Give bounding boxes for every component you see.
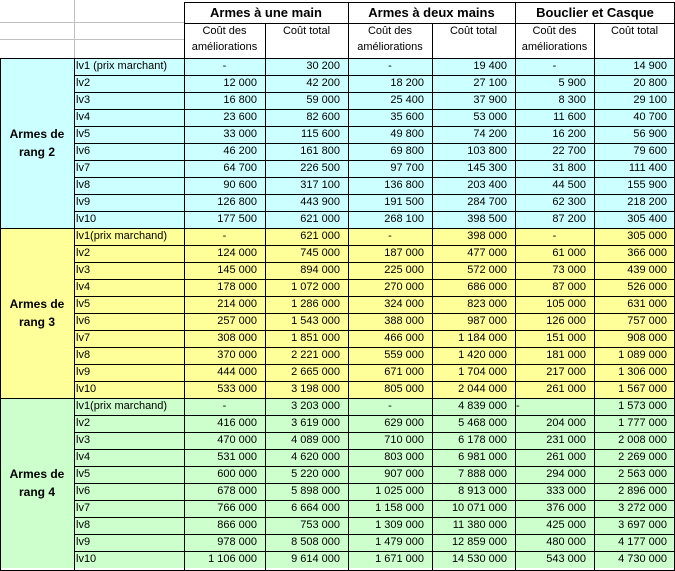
- value-cell[interactable]: 105 000: [515, 296, 594, 313]
- grid-line: [74, 381, 675, 382]
- grid-line: [432, 23, 433, 571]
- value-cell[interactable]: 218 200: [594, 194, 675, 211]
- value-cell[interactable]: 1 671 000: [348, 551, 432, 568]
- value-cell[interactable]: 4 089 000: [265, 432, 348, 449]
- value-cell[interactable]: 40 700: [594, 109, 675, 126]
- value-cell[interactable]: 600 000: [184, 466, 265, 483]
- value-cell[interactable]: 370 000: [184, 347, 265, 364]
- value-cell[interactable]: 46 200: [184, 143, 265, 160]
- value-cell[interactable]: 710 000: [348, 432, 432, 449]
- value-cell[interactable]: -: [348, 58, 432, 75]
- value-cell[interactable]: 1 573 000: [594, 398, 675, 415]
- value-cell[interactable]: 305 000: [594, 228, 675, 245]
- level-cell[interactable]: lv10: [74, 211, 184, 228]
- grid-line: [74, 194, 675, 195]
- value-cell[interactable]: 621 000: [265, 211, 348, 228]
- value-cell[interactable]: 1 089 000: [594, 347, 675, 364]
- level-cell[interactable]: lv1(prix marchand): [74, 228, 184, 245]
- value-cell[interactable]: 416 000: [184, 415, 265, 432]
- subheader-total-cost[interactable]: Coût total: [449, 25, 498, 37]
- value-cell[interactable]: 12 000: [184, 75, 265, 92]
- value-cell[interactable]: 42 200: [265, 75, 348, 92]
- value-cell[interactable]: 678 000: [184, 483, 265, 500]
- value-cell[interactable]: 1 704 000: [432, 364, 515, 381]
- value-cell[interactable]: 14 530 000: [432, 551, 515, 568]
- value-cell[interactable]: 231 000: [515, 432, 594, 449]
- value-cell[interactable]: 866 000: [184, 517, 265, 534]
- value-cell[interactable]: 533 000: [184, 381, 265, 398]
- value-cell[interactable]: 2 221 000: [265, 347, 348, 364]
- value-cell[interactable]: 753 000: [265, 517, 348, 534]
- level-cell[interactable]: lv6: [74, 313, 184, 330]
- value-cell[interactable]: 572 000: [432, 262, 515, 279]
- grid-line: [74, 449, 675, 450]
- value-cell[interactable]: 1 309 000: [348, 517, 432, 534]
- value-cell[interactable]: 6 664 000: [265, 500, 348, 517]
- value-cell[interactable]: -: [348, 228, 432, 245]
- grid-line: [74, 126, 675, 127]
- value-cell[interactable]: 333 000: [515, 483, 594, 500]
- grid-line: [74, 500, 675, 501]
- value-cell[interactable]: -: [515, 58, 594, 75]
- value-cell[interactable]: 6 178 000: [432, 432, 515, 449]
- value-cell[interactable]: 8 300: [515, 92, 594, 109]
- grid-line: [74, 364, 675, 365]
- value-cell[interactable]: 531 000: [184, 449, 265, 466]
- value-cell[interactable]: 1 479 000: [348, 534, 432, 551]
- level-cell[interactable]: lv7: [74, 500, 184, 517]
- grid-line: [74, 466, 675, 467]
- subheader-upgrade-cost-line2[interactable]: améliorations: [191, 41, 258, 53]
- grid-line: [74, 415, 675, 416]
- value-cell[interactable]: 22 700: [515, 143, 594, 160]
- level-cell[interactable]: lv9: [74, 194, 184, 211]
- grid-line: [74, 58, 75, 571]
- value-cell[interactable]: 1 286 000: [265, 296, 348, 313]
- level-cell[interactable]: lv9: [74, 534, 184, 551]
- value-cell[interactable]: 87 000: [515, 279, 594, 296]
- grid-line: [0, 228, 675, 229]
- level-cell[interactable]: lv1 (prix marchant): [74, 58, 184, 75]
- value-cell[interactable]: -: [348, 398, 432, 415]
- value-cell[interactable]: 398 000: [432, 228, 515, 245]
- grid-line: [74, 347, 675, 348]
- value-cell[interactable]: 8 913 000: [432, 483, 515, 500]
- value-cell[interactable]: 261 000: [515, 449, 594, 466]
- value-cell[interactable]: 268 100: [348, 211, 432, 228]
- value-cell[interactable]: 73 000: [515, 262, 594, 279]
- grid-line: [74, 245, 675, 246]
- value-cell[interactable]: 62 300: [515, 194, 594, 211]
- value-cell[interactable]: 56 900: [594, 126, 675, 143]
- rank-label-text: [10, 465, 65, 501]
- value-cell[interactable]: 4 177 000: [594, 534, 675, 551]
- value-cell[interactable]: 31 800: [515, 160, 594, 177]
- rank-label-line: rang 3: [18, 315, 55, 329]
- value-cell[interactable]: 155 900: [594, 177, 675, 194]
- value-cell[interactable]: 294 000: [515, 466, 594, 483]
- grid-line: [74, 262, 675, 263]
- value-cell[interactable]: 2 896 000: [594, 483, 675, 500]
- rank-label-line: Armes de: [9, 127, 65, 141]
- value-cell[interactable]: 8 508 000: [265, 534, 348, 551]
- value-cell[interactable]: 2 563 000: [594, 466, 675, 483]
- value-cell[interactable]: 2 008 000: [594, 432, 675, 449]
- value-cell[interactable]: 37 900: [432, 92, 515, 109]
- level-cell[interactable]: lv10: [74, 381, 184, 398]
- value-cell[interactable]: 324 000: [348, 296, 432, 313]
- value-cell[interactable]: 90 600: [184, 177, 265, 194]
- value-cell[interactable]: 805 000: [348, 381, 432, 398]
- subheader-total-cost[interactable]: Coût total: [282, 25, 331, 37]
- value-cell[interactable]: 376 000: [515, 500, 594, 517]
- value-cell[interactable]: 5 220 000: [265, 466, 348, 483]
- value-cell[interactable]: 79 600: [594, 143, 675, 160]
- value-cell[interactable]: 136 800: [348, 177, 432, 194]
- value-cell[interactable]: 766 000: [184, 500, 265, 517]
- header-one-hand[interactable]: Armes à une main: [210, 5, 322, 20]
- value-cell[interactable]: 317 100: [265, 177, 348, 194]
- value-cell[interactable]: 5 468 000: [432, 415, 515, 432]
- value-cell[interactable]: 187 000: [348, 245, 432, 262]
- grid-line: [74, 313, 675, 314]
- level-cell[interactable]: lv4: [74, 279, 184, 296]
- value-cell[interactable]: 559 000: [348, 347, 432, 364]
- value-cell[interactable]: 20 800: [594, 75, 675, 92]
- subheader-upgrade-cost-line2[interactable]: améliorations: [521, 41, 588, 53]
- grid-line: [74, 211, 675, 212]
- value-cell[interactable]: 191 500: [348, 194, 432, 211]
- value-cell[interactable]: 151 000: [515, 330, 594, 347]
- level-cell[interactable]: lv8: [74, 517, 184, 534]
- value-cell[interactable]: -: [184, 58, 265, 75]
- grid-line: [0, 58, 675, 59]
- value-cell[interactable]: 33 000: [184, 126, 265, 143]
- value-cell[interactable]: 1 072 000: [265, 279, 348, 296]
- level-cell[interactable]: lv10: [74, 551, 184, 568]
- rank-label-line: rang 4: [18, 485, 55, 499]
- value-cell[interactable]: 526 000: [594, 279, 675, 296]
- value-cell[interactable]: 82 600: [265, 109, 348, 126]
- value-cell[interactable]: 87 200: [515, 211, 594, 228]
- value-cell[interactable]: 1 567 000: [594, 381, 675, 398]
- value-cell[interactable]: 27 100: [432, 75, 515, 92]
- rank-label-line: Armes de: [9, 467, 65, 481]
- grid-line: [74, 109, 675, 110]
- value-cell[interactable]: 5 898 000: [265, 483, 348, 500]
- value-cell[interactable]: 823 000: [432, 296, 515, 313]
- value-cell[interactable]: 2 269 000: [594, 449, 675, 466]
- value-cell[interactable]: 425 000: [515, 517, 594, 534]
- level-cell[interactable]: lv7: [74, 160, 184, 177]
- value-cell[interactable]: -: [184, 228, 265, 245]
- value-cell[interactable]: 7 888 000: [432, 466, 515, 483]
- value-cell[interactable]: 543 000: [515, 551, 594, 568]
- value-cell[interactable]: 16 800: [184, 92, 265, 109]
- rank-label[interactable]: [0, 398, 74, 568]
- value-cell[interactable]: 44 500: [515, 177, 594, 194]
- value-cell[interactable]: 69 800: [348, 143, 432, 160]
- value-cell[interactable]: 35 600: [348, 109, 432, 126]
- subheader-upgrade-cost-line1[interactable]: Coût des: [202, 25, 247, 37]
- value-cell[interactable]: 1 306 000: [594, 364, 675, 381]
- value-cell[interactable]: 3 272 000: [594, 500, 675, 517]
- level-cell[interactable]: lv6: [74, 483, 184, 500]
- value-cell[interactable]: 161 800: [265, 143, 348, 160]
- rank-label[interactable]: [0, 58, 74, 228]
- value-cell[interactable]: 25 400: [348, 92, 432, 109]
- rank-label[interactable]: [0, 228, 74, 398]
- value-cell[interactable]: 308 000: [184, 330, 265, 347]
- value-cell[interactable]: 3 697 000: [594, 517, 675, 534]
- value-cell[interactable]: 181 000: [515, 347, 594, 364]
- value-cell[interactable]: 270 000: [348, 279, 432, 296]
- value-cell[interactable]: 226 500: [265, 160, 348, 177]
- value-cell[interactable]: 1 777 000: [594, 415, 675, 432]
- value-cell[interactable]: 803 000: [348, 449, 432, 466]
- level-cell[interactable]: lv8: [74, 347, 184, 364]
- level-cell[interactable]: lv7: [74, 330, 184, 347]
- level-cell[interactable]: lv3: [74, 432, 184, 449]
- grid-line: [74, 92, 675, 93]
- value-cell[interactable]: 2 044 000: [432, 381, 515, 398]
- grid-line: [74, 0, 75, 58]
- level-cell[interactable]: lv2: [74, 245, 184, 262]
- value-cell[interactable]: 631 000: [594, 296, 675, 313]
- value-cell[interactable]: 177 500: [184, 211, 265, 228]
- value-cell[interactable]: 9 614 000: [265, 551, 348, 568]
- value-cell[interactable]: 3 619 000: [265, 415, 348, 432]
- value-cell[interactable]: 443 900: [265, 194, 348, 211]
- value-cell[interactable]: 621 000: [265, 228, 348, 245]
- value-cell[interactable]: 12 859 000: [432, 534, 515, 551]
- value-cell[interactable]: 145 000: [184, 262, 265, 279]
- grid-line: [74, 330, 675, 331]
- value-cell[interactable]: 1 184 000: [432, 330, 515, 347]
- grid-line: [74, 534, 675, 535]
- value-cell[interactable]: 74 200: [432, 126, 515, 143]
- value-cell[interactable]: 11 600: [515, 109, 594, 126]
- value-cell[interactable]: 2 665 000: [265, 364, 348, 381]
- value-cell[interactable]: 261 000: [515, 381, 594, 398]
- grid-line: [515, 2, 516, 571]
- value-cell[interactable]: 18 200: [348, 75, 432, 92]
- grid-line: [74, 177, 675, 178]
- grid-line: [74, 517, 675, 518]
- value-cell[interactable]: 61 000: [515, 245, 594, 262]
- header-two-hand[interactable]: Armes à deux mains: [368, 5, 495, 20]
- value-cell[interactable]: 23 600: [184, 109, 265, 126]
- value-cell[interactable]: 907 000: [348, 466, 432, 483]
- grid-line: [74, 75, 675, 76]
- grid-line: [74, 551, 675, 552]
- value-cell[interactable]: 987 000: [432, 313, 515, 330]
- grid-line: [74, 296, 675, 297]
- header-shield-helmet[interactable]: Bouclier et Casque: [536, 5, 654, 20]
- value-cell[interactable]: 686 000: [432, 279, 515, 296]
- grid-line: [0, 398, 675, 399]
- value-cell[interactable]: 111 400: [594, 160, 675, 177]
- grid-line: [74, 432, 675, 433]
- level-cell[interactable]: lv3: [74, 262, 184, 279]
- value-cell[interactable]: 217 000: [515, 364, 594, 381]
- value-cell[interactable]: 145 300: [432, 160, 515, 177]
- value-cell[interactable]: 204 000: [515, 415, 594, 432]
- value-cell[interactable]: 11 380 000: [432, 517, 515, 534]
- value-cell[interactable]: 203 400: [432, 177, 515, 194]
- value-cell[interactable]: 4 730 000: [594, 551, 675, 568]
- level-cell[interactable]: lv8: [74, 177, 184, 194]
- value-cell[interactable]: 19 400: [432, 58, 515, 75]
- grid-line: [184, 2, 185, 571]
- value-cell[interactable]: 745 000: [265, 245, 348, 262]
- value-cell[interactable]: 3 203 000: [265, 398, 348, 415]
- grid-line: [74, 143, 675, 144]
- grid-line: [0, 58, 1, 571]
- value-cell[interactable]: 284 700: [432, 194, 515, 211]
- value-cell[interactable]: 908 000: [594, 330, 675, 347]
- level-cell[interactable]: lv4: [74, 449, 184, 466]
- value-cell[interactable]: 97 700: [348, 160, 432, 177]
- value-cell[interactable]: 6 981 000: [432, 449, 515, 466]
- grid-line: [0, 22, 184, 23]
- level-cell[interactable]: lv2: [74, 415, 184, 432]
- value-cell[interactable]: 978 000: [184, 534, 265, 551]
- value-cell[interactable]: 3 198 000: [265, 381, 348, 398]
- grid-line: [184, 2, 675, 3]
- value-cell[interactable]: 29 100: [594, 92, 675, 109]
- grid-line: [74, 483, 675, 484]
- level-cell[interactable]: lv5: [74, 466, 184, 483]
- level-cell[interactable]: lv5: [74, 126, 184, 143]
- level-cell[interactable]: lv9: [74, 364, 184, 381]
- value-cell[interactable]: 14 900: [594, 58, 675, 75]
- value-cell[interactable]: 257 000: [184, 313, 265, 330]
- value-cell[interactable]: 49 800: [348, 126, 432, 143]
- rank-label-line: rang 2: [18, 145, 55, 159]
- grid-line: [594, 23, 595, 571]
- subheader-upgrade-cost-line1[interactable]: Coût des: [367, 25, 413, 37]
- grid-line: [348, 2, 349, 571]
- grid-line: [184, 23, 675, 24]
- grid-line: [74, 160, 675, 161]
- value-cell[interactable]: 64 700: [184, 160, 265, 177]
- value-cell[interactable]: -: [184, 398, 265, 415]
- level-cell[interactable]: lv1(prix marchand): [74, 398, 184, 415]
- value-cell[interactable]: 757 000: [594, 313, 675, 330]
- rank-label-text: [10, 295, 65, 331]
- level-cell[interactable]: lv3: [74, 92, 184, 109]
- value-cell[interactable]: 53 000: [432, 109, 515, 126]
- value-cell[interactable]: 477 000: [432, 245, 515, 262]
- rank-label-text: [10, 125, 65, 161]
- value-cell[interactable]: 103 800: [432, 143, 515, 160]
- value-cell[interactable]: 1 851 000: [265, 330, 348, 347]
- value-cell[interactable]: 480 000: [515, 534, 594, 551]
- value-cell[interactable]: 225 000: [348, 262, 432, 279]
- value-cell[interactable]: 366 000: [594, 245, 675, 262]
- value-cell[interactable]: 1 420 000: [432, 347, 515, 364]
- value-cell[interactable]: -: [515, 228, 594, 245]
- value-cell[interactable]: 16 200: [515, 126, 594, 143]
- rank-label-line: Armes de: [9, 297, 65, 311]
- value-cell[interactable]: 124 000: [184, 245, 265, 262]
- value-cell[interactable]: 1 158 000: [348, 500, 432, 517]
- value-cell[interactable]: 115 600: [265, 126, 348, 143]
- value-cell[interactable]: -: [515, 398, 594, 415]
- value-cell[interactable]: 444 000: [184, 364, 265, 381]
- value-cell[interactable]: 305 400: [594, 211, 675, 228]
- grid-line: [74, 279, 675, 280]
- level-cell[interactable]: lv2: [74, 75, 184, 92]
- level-cell[interactable]: lv5: [74, 296, 184, 313]
- value-cell[interactable]: 1 543 000: [265, 313, 348, 330]
- subheader-upgrade-cost-line2[interactable]: améliorations: [357, 41, 423, 53]
- value-cell[interactable]: 126 000: [515, 313, 594, 330]
- value-cell[interactable]: 894 000: [265, 262, 348, 279]
- value-cell[interactable]: 59 000: [265, 92, 348, 109]
- value-cell[interactable]: 398 500: [432, 211, 515, 228]
- value-cell[interactable]: 470 000: [184, 432, 265, 449]
- subheader-upgrade-cost-line1[interactable]: Coût des: [532, 25, 577, 37]
- value-cell[interactable]: 4 839 000: [432, 398, 515, 415]
- value-cell[interactable]: 1 106 000: [184, 551, 265, 568]
- value-cell[interactable]: 30 200: [265, 58, 348, 75]
- value-cell[interactable]: 10 071 000: [432, 500, 515, 517]
- value-cell[interactable]: 214 000: [184, 296, 265, 313]
- value-cell[interactable]: 629 000: [348, 415, 432, 432]
- value-cell[interactable]: 671 000: [348, 364, 432, 381]
- grid-line: [0, 39, 184, 40]
- value-cell[interactable]: 1 025 000: [348, 483, 432, 500]
- subheader-total-cost[interactable]: Coût total: [610, 25, 659, 37]
- value-cell[interactable]: 466 000: [348, 330, 432, 347]
- value-cell[interactable]: 5 900: [515, 75, 594, 92]
- grid-line: [265, 23, 266, 571]
- value-cell[interactable]: 4 620 000: [265, 449, 348, 466]
- value-cell[interactable]: 178 000: [184, 279, 265, 296]
- value-cell[interactable]: 388 000: [348, 313, 432, 330]
- level-cell[interactable]: lv4: [74, 109, 184, 126]
- level-cell[interactable]: lv6: [74, 143, 184, 160]
- value-cell[interactable]: 126 800: [184, 194, 265, 211]
- value-cell[interactable]: 439 000: [594, 262, 675, 279]
